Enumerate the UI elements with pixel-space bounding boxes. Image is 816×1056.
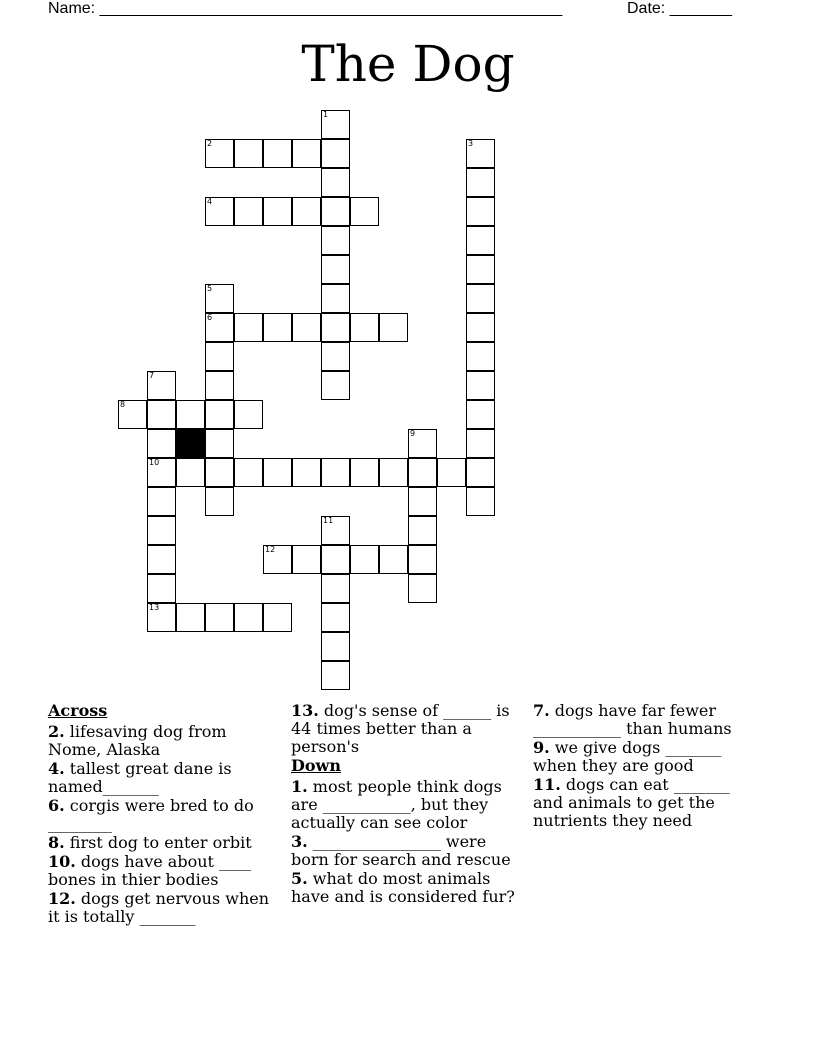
crossword-cell[interactable] [408,429,437,458]
down-clue-9: 9. we give dogs _______ when they are good [533,738,722,775]
crossword-cell[interactable] [234,313,263,342]
crossword-cell[interactable] [205,139,234,168]
crossword-cell[interactable] [321,458,350,487]
crossword-cell[interactable] [147,458,176,487]
crossword-cell[interactable] [205,429,234,458]
across-clue-4: 4. tallest great dane is named_______ [48,759,232,796]
crossword-cell[interactable] [321,139,350,168]
cell-number: 8 [120,400,126,409]
crossword-cell[interactable] [321,545,350,574]
down-clue-5: 5. what do most animals have and is considered fur? [291,869,515,906]
crossword-cell[interactable] [205,603,234,632]
clue-list [0,702,816,1002]
crossword-cell[interactable] [321,110,350,139]
crossword-cell[interactable] [466,168,495,197]
crossword-cell[interactable] [379,313,408,342]
crossword-cell[interactable] [321,313,350,342]
crossword-cell[interactable] [466,313,495,342]
across-heading: Across [48,701,108,720]
crossword-cell[interactable] [234,603,263,632]
crossword-cell[interactable] [263,603,292,632]
across-clue-13: 13. dog's sense of ______ is 44 times better than a person's [291,701,510,756]
crossword-cell[interactable] [205,487,234,516]
clue-column-2 [291,702,526,907]
cell-number: 11 [323,516,334,525]
crossword-cell[interactable] [350,197,379,226]
crossword-cell[interactable] [176,400,205,429]
crossword-cell[interactable] [234,400,263,429]
crossword-cell[interactable] [321,226,350,255]
crossword-cell[interactable] [466,255,495,284]
crossword-cell[interactable] [321,168,350,197]
crossword-cell[interactable] [321,371,350,400]
cell-number: 4 [207,197,213,206]
crossword-cell[interactable] [350,313,379,342]
crossword-cell[interactable] [234,458,263,487]
crossword-cell[interactable] [466,371,495,400]
crossword-cell[interactable] [466,197,495,226]
crossword-cell[interactable] [263,139,292,168]
crossword-cell[interactable] [205,400,234,429]
crossword-cell[interactable] [292,139,321,168]
cell-number: 3 [468,139,474,148]
crossword-cell[interactable] [205,313,234,342]
crossword-cell[interactable] [466,284,495,313]
crossword-cell[interactable] [147,516,176,545]
crossword-cell[interactable] [408,487,437,516]
crossword-cell[interactable] [321,603,350,632]
crossword-cell[interactable] [292,197,321,226]
cell-number: 12 [265,545,276,554]
crossword-cell[interactable] [205,197,234,226]
crossword-cell[interactable] [292,458,321,487]
crossword-cell[interactable] [466,487,495,516]
cell-number: 13 [149,603,160,612]
crossword-cell[interactable] [350,458,379,487]
crossword-cell[interactable] [147,400,176,429]
crossword-cell[interactable] [176,603,205,632]
crossword-cell[interactable] [466,458,495,487]
down-clue-3: 3. ________________ were born for search and rescue [291,832,511,869]
crossword-cell[interactable] [118,400,147,429]
crossword-cell[interactable] [234,197,263,226]
crossword-cell[interactable] [147,603,176,632]
name-field-label[interactable]: Name: ____________________________________________________ [48,0,563,17]
crossword-cell[interactable] [292,545,321,574]
cell-number: 2 [207,139,213,148]
crossword-cell[interactable] [263,197,292,226]
across-clue-12: 12. dogs get nervous when it is totally _______ [48,889,270,926]
crossword-block [176,429,205,458]
crossword-cell[interactable] [205,342,234,371]
down-clue-1: 1. most people think dogs are ___________, but they actually can see color [291,777,502,832]
cell-number: 6 [207,313,213,322]
crossword-cell[interactable] [466,139,495,168]
crossword-cell[interactable] [263,545,292,574]
crossword-cell[interactable] [437,458,466,487]
crossword-cell[interactable] [292,313,321,342]
crossword-cell[interactable] [147,429,176,458]
crossword-cell[interactable] [205,284,234,313]
crossword-cell[interactable] [263,313,292,342]
crossword-cell[interactable] [408,516,437,545]
crossword-cell[interactable] [263,458,292,487]
clue-column-1 [48,702,273,927]
crossword-cell[interactable] [466,226,495,255]
crossword-cell[interactable] [321,632,350,661]
page-title: The Dog [301,35,515,93]
down-heading: Down [291,756,341,775]
cell-number: 7 [149,371,155,380]
crossword-cell[interactable] [205,458,234,487]
cell-number: 9 [410,429,416,438]
crossword-cell[interactable] [147,487,176,516]
crossword-cell[interactable] [147,545,176,574]
crossword-cell[interactable] [205,371,234,400]
crossword-cell[interactable] [147,574,176,603]
across-clue-8: 8. first dog to enter orbit [48,833,252,852]
crossword-cell[interactable] [234,139,263,168]
crossword-cell[interactable] [350,545,379,574]
crossword-cell[interactable] [321,255,350,284]
cell-number: 5 [207,284,213,293]
crossword-cell[interactable] [321,342,350,371]
crossword-cell[interactable] [147,371,176,400]
crossword-cell[interactable] [379,458,408,487]
across-clue-6: 6. corgis were bred to do ________ [48,796,254,833]
crossword-cell[interactable] [321,197,350,226]
clue-column-3 [533,702,763,831]
down-clue-11: 11. dogs can eat _______ and animals to get the nutrients they need [533,775,730,830]
down-clue-7: 7. dogs have far fewer ___________ than humans [533,701,732,738]
across-clue-2: 2. lifesaving dog from Nome, Alaska [48,722,227,759]
date-field-label[interactable]: Date: _______ [627,0,732,17]
crossword-cell[interactable] [321,661,350,690]
crossword-cell[interactable] [379,545,408,574]
crossword-cell[interactable] [408,574,437,603]
crossword-cell[interactable] [321,516,350,545]
crossword-cell[interactable] [408,458,437,487]
cell-number: 10 [149,458,160,467]
across-clue-10: 10. dogs have about ____ bones in thier bodies [48,852,252,889]
crossword-cell[interactable] [466,342,495,371]
cell-number: 1 [323,110,329,119]
crossword-cell[interactable] [466,429,495,458]
crossword-cell[interactable] [176,458,205,487]
crossword-cell[interactable] [321,574,350,603]
crossword-cell[interactable] [466,400,495,429]
crossword-cell[interactable] [321,284,350,313]
crossword-cell[interactable] [408,545,437,574]
